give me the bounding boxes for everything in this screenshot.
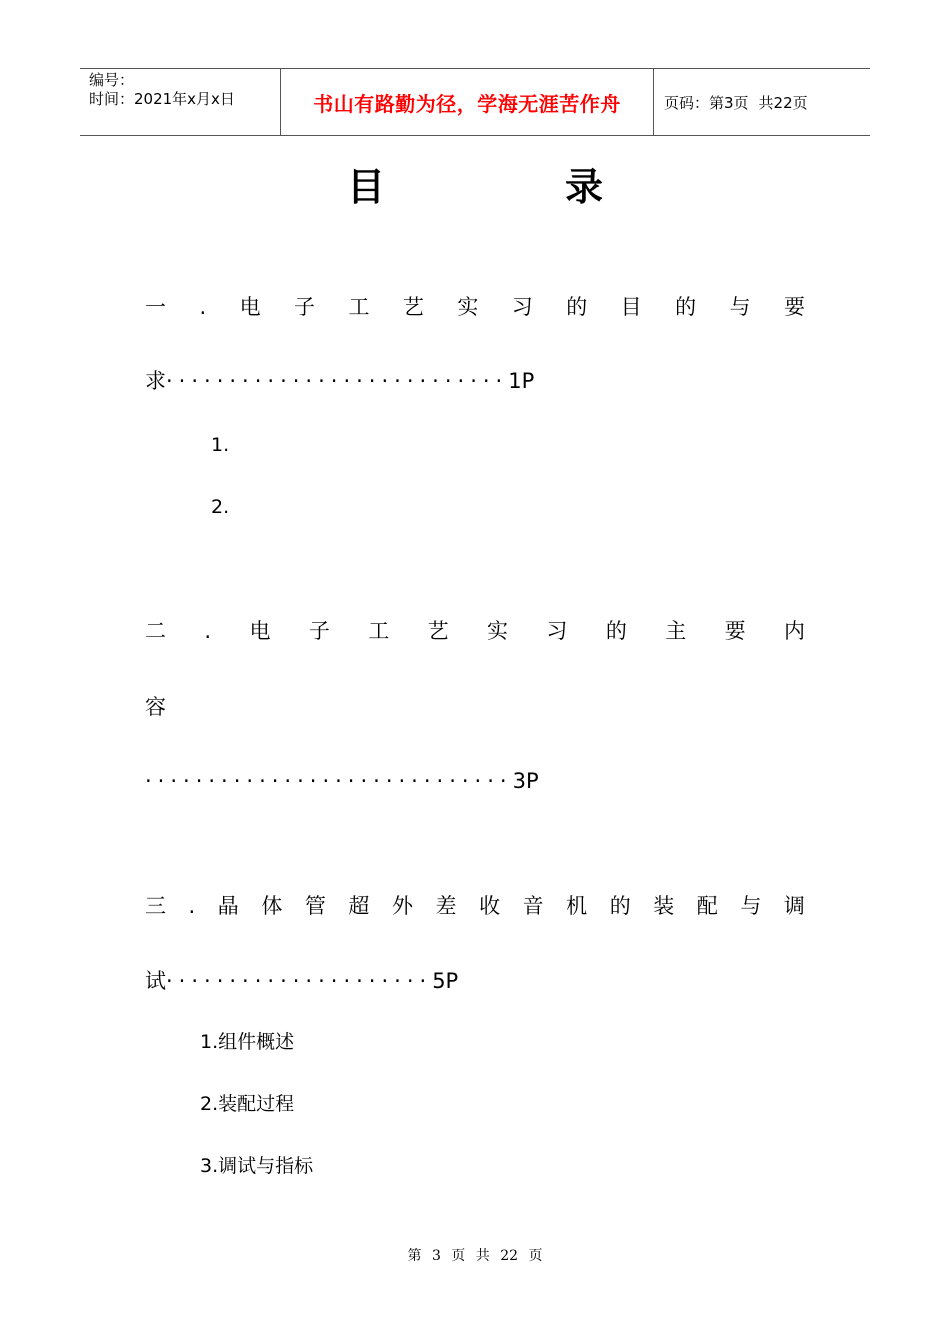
section-2-leader: ····························· xyxy=(145,769,513,793)
heading-char: 差 xyxy=(435,894,457,918)
title-char-2: 录 xyxy=(565,165,604,209)
heading-char: 机 xyxy=(566,894,588,918)
time-label: 时间：2021年x月x日 xyxy=(89,90,235,108)
toc-section-2-tail: 容 xyxy=(145,695,166,719)
heading-char: 子 xyxy=(294,295,315,319)
toc-section-3-heading xyxy=(145,891,805,921)
toc-section-3-leader-line xyxy=(145,966,805,996)
heading-char: 体 xyxy=(261,894,283,918)
toc-section-1-heading xyxy=(145,292,805,322)
heading-char: . xyxy=(188,894,196,918)
heading-char: . xyxy=(199,295,207,319)
heading-char: 三 xyxy=(145,894,166,918)
heading-char: 配 xyxy=(696,894,718,918)
heading-char: 艺 xyxy=(402,295,424,319)
heading-char: 收 xyxy=(479,894,501,918)
toc-section-2-heading xyxy=(145,616,805,646)
heading-char: 管 xyxy=(304,894,326,918)
heading-char: 要 xyxy=(724,619,746,643)
header-meta-cell xyxy=(80,69,281,135)
toc-item: 1. xyxy=(211,434,230,456)
section-2-page: 3P xyxy=(512,769,539,793)
heading-char: 工 xyxy=(348,295,370,319)
page-footer: 第 3 页 共 22 页 xyxy=(407,1248,543,1264)
heading-char: 电 xyxy=(249,619,271,643)
total-label: 共22页 xyxy=(758,93,808,112)
heading-char: 习 xyxy=(546,619,568,643)
section-1-leader: ··························· xyxy=(166,369,509,393)
heading-char: 艺 xyxy=(427,619,449,643)
toc-item: 3.调试与指标 xyxy=(200,1155,314,1177)
toc-section-1-leader-line xyxy=(145,366,805,396)
heading-char: 与 xyxy=(729,295,751,319)
number-label: 编号： xyxy=(89,71,135,89)
toc-section-2-leader-line xyxy=(145,766,805,796)
section-3-leader: ····················· xyxy=(166,969,433,993)
header-motto-cell xyxy=(281,69,654,135)
heading-char: 晶 xyxy=(217,894,239,918)
section-3-tail-char: 试 xyxy=(145,969,166,993)
heading-char: 的 xyxy=(605,619,627,643)
heading-char: 的 xyxy=(675,295,697,319)
heading-char: 音 xyxy=(522,894,544,918)
heading-char: 习 xyxy=(511,295,533,319)
heading-char: 目 xyxy=(620,295,642,319)
heading-char: 调 xyxy=(783,894,805,918)
toc-item: 1.组件概述 xyxy=(200,1031,295,1053)
header-page-cell xyxy=(654,69,870,135)
heading-char: 内 xyxy=(783,619,805,643)
heading-char: 的 xyxy=(566,295,588,319)
motto-text: 书山有路勤为径，学海无涯苦作舟 xyxy=(313,91,621,116)
heading-char: 装 xyxy=(653,894,675,918)
heading-char: 工 xyxy=(368,619,390,643)
heading-char: 的 xyxy=(609,894,631,918)
header-table xyxy=(80,68,870,136)
section-1-page: 1P xyxy=(508,369,535,393)
heading-char: 外 xyxy=(391,894,413,918)
heading-char: 实 xyxy=(487,619,509,643)
heading-char: 实 xyxy=(457,295,479,319)
page-title xyxy=(0,163,950,211)
toc-item: 2. xyxy=(211,496,230,518)
section-1-tail-char: 求 xyxy=(145,369,166,393)
toc-item: 2.装配过程 xyxy=(200,1093,295,1115)
heading-char: 电 xyxy=(239,295,261,319)
heading-char: . xyxy=(204,619,212,643)
section-3-page: 5P xyxy=(432,969,459,993)
title-char-1: 目 xyxy=(346,165,385,209)
heading-char: 要 xyxy=(783,295,805,319)
heading-char: 一 xyxy=(145,295,166,319)
heading-char: 主 xyxy=(665,619,687,643)
heading-char: 超 xyxy=(348,894,370,918)
heading-char: 二 xyxy=(145,619,166,643)
heading-char: 与 xyxy=(740,894,762,918)
heading-char: 子 xyxy=(308,619,330,643)
page-label: 页码：第3页 xyxy=(664,93,749,112)
